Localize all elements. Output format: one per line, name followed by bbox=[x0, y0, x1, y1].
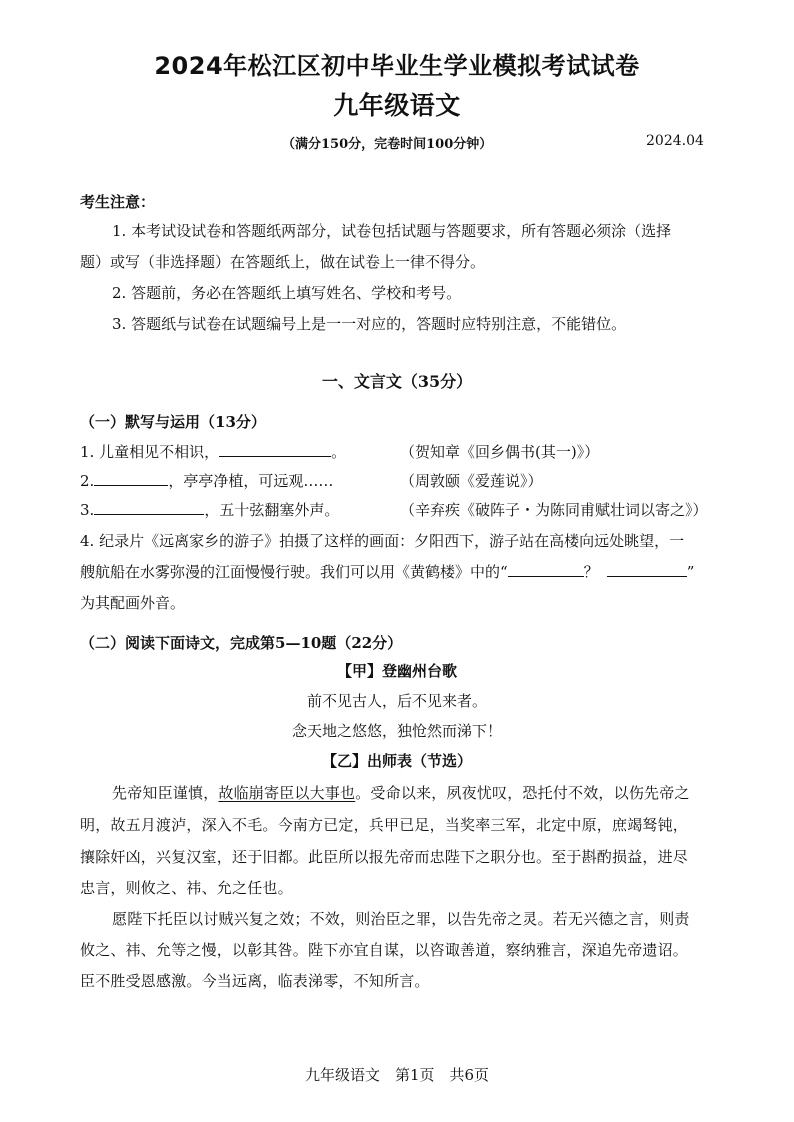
prose-line: 攘除奸凶，兴复汉室，还于旧都。此臣所以报先帝而忠陛下之职分也。至于斟酌损益，进尽 bbox=[80, 848, 689, 866]
question-2-text: ，亭亭净植，可远观…… bbox=[168, 472, 334, 490]
question-3-source: （辛弃疾《破阵子・为陈同甫赋壮词以寄之》） bbox=[400, 501, 708, 519]
question-2-number: 2. bbox=[80, 472, 95, 490]
part2-heading: （二）阅读下面诗文，完成第5—10题（22分） bbox=[80, 634, 403, 652]
question-4-mid: ？ bbox=[583, 563, 599, 581]
notice-item: 题）或写（非选择题）在答题纸上，做在试卷上一律不得分。 bbox=[80, 253, 486, 271]
poem-line: 念天地之悠悠，独怆然而涕下！ bbox=[291, 722, 502, 740]
question-4-line1: 4. 纪录片《远离家乡的游子》拍摄了这样的画面：夕阳西下，游子站在高楼向远处眺望，一 bbox=[80, 532, 685, 550]
prose-text: 先帝知臣谨慎， bbox=[112, 784, 219, 802]
answer-blank-4a[interactable] bbox=[508, 562, 584, 577]
prose-line: 愿陛下托臣以讨贼兴复之效；不效，则治臣之罪，以告先帝之灵。若无兴德之言，则责 bbox=[112, 910, 690, 928]
question-4-line2 bbox=[80, 561, 694, 582]
question-3-number: 3. bbox=[80, 501, 95, 519]
prose-line: 忠言，则攸之、祎、允之任也。 bbox=[80, 879, 293, 897]
underlined-sentence: 故临崩寄臣以大事也 bbox=[218, 784, 356, 802]
notice-item: 1. 本考试设试卷和答题纸两部分，试卷包括试题与答题要求，所有答题必须涂（选择 bbox=[112, 222, 672, 240]
question-4-end: ” bbox=[686, 563, 695, 581]
answer-blank-3[interactable] bbox=[94, 500, 204, 515]
notice-heading: 考生注意： bbox=[80, 193, 156, 211]
poem-line: 前不见古人，后不见来者。 bbox=[306, 692, 487, 710]
question-1 bbox=[80, 441, 346, 462]
question-4-line3: 为其配画外音。 bbox=[80, 594, 186, 612]
prose-line: 明，故五月渡泸，深入不毛。今南方已定，兵甲已足，当奖率三军，北定中原，庶竭驽钝， bbox=[80, 816, 689, 834]
notice-item: 3. 答题纸与试卷在试题编号上是一一对应的，答题时应特别注意，不能错位。 bbox=[112, 315, 627, 333]
question-1-end: 。 bbox=[331, 443, 347, 461]
poem-title: 【甲】登幽州台歌 bbox=[336, 662, 457, 680]
answer-blank-4b[interactable] bbox=[607, 562, 687, 577]
question-3 bbox=[80, 499, 339, 520]
answer-blank-2[interactable] bbox=[94, 471, 168, 486]
question-2 bbox=[80, 470, 333, 491]
exam-subject: 九年级语文 bbox=[333, 91, 461, 120]
exam-date: 2024.04 bbox=[646, 133, 704, 149]
question-2-source: （周敦颐《爱莲说》） bbox=[400, 472, 543, 490]
section-heading: 一、文言文（35分） bbox=[321, 372, 473, 391]
part1-heading: （一）默写与运用（13分） bbox=[80, 413, 266, 431]
question-1-source: （贺知章《回乡偶书(其一)》） bbox=[400, 443, 600, 461]
question-1-text: 1. 儿童相见不相识， bbox=[80, 443, 220, 461]
notice-item: 2. 答题前，务必在答题纸上填写姓名、学校和考号。 bbox=[112, 284, 462, 302]
exam-title: 2024年松江区初中毕业生学业模拟考试试卷 bbox=[154, 52, 640, 80]
answer-blank-1[interactable] bbox=[219, 442, 331, 457]
prose-title: 【乙】出师表（节选） bbox=[321, 752, 472, 770]
prose-line: 攸之、祎、允等之慢，以彰其咎。陛下亦宜自谋，以咨诹善道，察纳雅言，深追先帝遗诏。 bbox=[80, 941, 689, 959]
question-4-text: 艘航船在水雾弥漫的江面慢慢行驶。我们可以用《黄鹤楼》中的“ bbox=[80, 563, 508, 581]
question-3-text: ，五十弦翻塞外声。 bbox=[204, 501, 340, 519]
prose-line: 臣不胜受恩感激。今当远离，临表涕零，不知所言。 bbox=[80, 972, 430, 990]
prose-text: 。受命以来，夙夜忧叹，恐托付不效，以伤先帝之 bbox=[355, 784, 690, 802]
exam-meta: （满分150分，完卷时间100分钟） bbox=[282, 137, 493, 152]
prose-line bbox=[112, 782, 690, 803]
page-footer: 九年级语文 第1页 共6页 bbox=[304, 1066, 490, 1084]
